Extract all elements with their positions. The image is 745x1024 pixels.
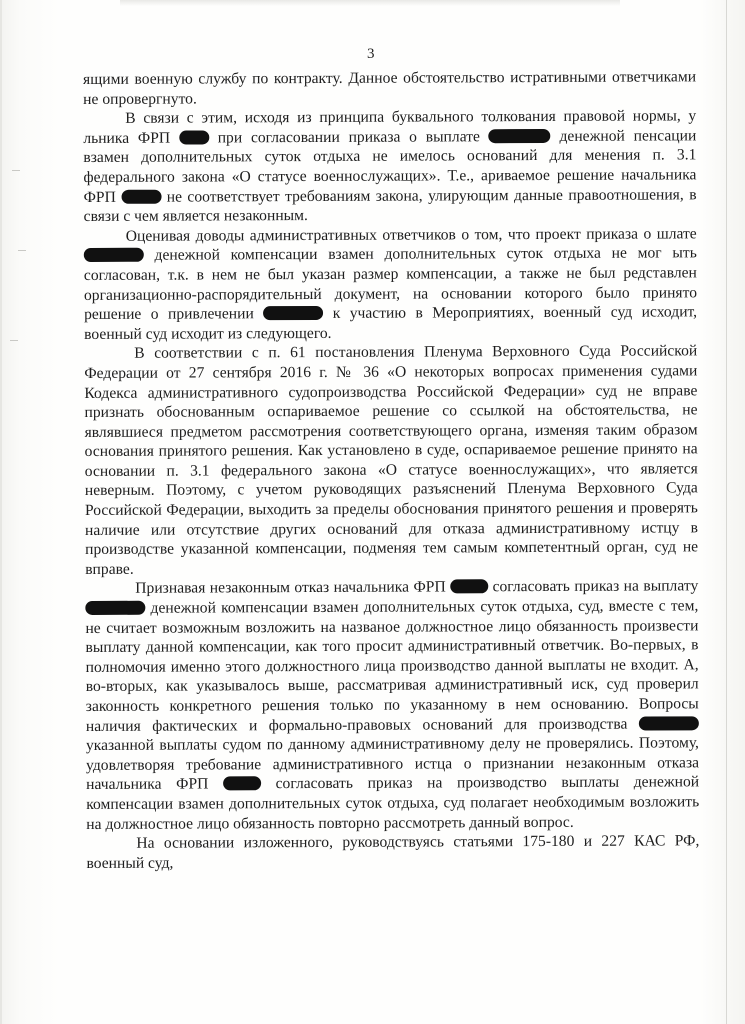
text-run: В связи с этим, исходя из принципа буквального толкования правовой нормы, у льника ФРП	[83, 107, 697, 147]
document-body	[83, 67, 699, 873]
paragraph	[83, 107, 697, 227]
scan-shadow	[120, 0, 620, 6]
paragraph	[85, 577, 699, 834]
text-run: Признавая незаконным отказ начальника ФРП	[135, 578, 451, 598]
text-run: ящими военную службу по контракту. Данное обстоятельство истративными ответчиками не опровергнуто.	[83, 68, 697, 108]
paragraph	[84, 342, 698, 580]
margin-bleed-marks	[8, 130, 38, 430]
redaction-mark	[450, 580, 488, 594]
redaction-mark	[179, 130, 209, 144]
redaction-mark	[639, 716, 699, 730]
text-run: при согласовании приказа о выплате	[208, 128, 489, 147]
text-run: согласовать приказ на производство выплаты денежной компенсации взамен дополнительных суток отдыха, суд полагает необходимым возложить на должностное лицо обязанность повторно рассмотреть данный вопрос.	[86, 773, 700, 833]
text-run: В соответствии с п. 61 постановления Пленума Верховного Суда Российской Федерации от 27 сентября 2016 г. № 36 «О некоторых вопросах применения судами Кодекса административного судопроизводства Российской Федерации» суд не вправе признать обоснованным оспариваемое решение со ссылкой на обстоятельства, не являвшиеся предметом рассмотрения соответствующего органа, изменяя таким образом основания принятого решения. Как установлено в суде, оспариваемое решение принято на основании п. 3.1 федерального закона «О статусе военнослужащих», что является неверным. Поэтому, с учетом руководящих разъяснений Пленума Верховного Суда Российской Федерации, выходить за пределы обоснования принятого решения и проверять наличие или отсутствие других оснований для отказа административному истцу в производстве указанной компенсации, подменяя тем самым компетентный орган, суд не вправе.	[84, 342, 699, 578]
paragraph	[83, 67, 696, 109]
redaction-mark	[489, 129, 551, 143]
text-run: указанной выплаты судом по данному административному делу не проверялись. Поэтому, удовлетворяя требование административного истца о признании незаконным отказа начальника ФРП	[85, 734, 700, 794]
text-run: денежной компенсации взамен дополнительных суток отдыха, суд, вместе с тем, не считает возможным возложить на названое должностное лицо обязанность произвести выплату данной компенсации, как того просит административный ответчик. Во-первых, в полномочия именно этого должностного лица производство данной выплаты не входит. А, во-вторых, как указывалось выше, рассматривая административный иск, суд проверил законность конкретного решения только по указанному в нем основанию. Вопросы наличия фактических и формально-правовых оснований для производства	[85, 597, 699, 735]
text-run: не соответствует требованиям закона, улирующим данные правоотношения, в связи с чем является незаконным.	[83, 185, 697, 226]
redaction-mark	[223, 777, 261, 791]
paragraph	[84, 224, 698, 344]
page-right-edge	[726, 0, 727, 1024]
redaction-mark	[84, 248, 144, 262]
page-left-edge	[0, 0, 2, 1024]
text-run: денежной компенсации взамен дополнительных суток отдыха не мог ыть согласован, т.к. в нем не был указан размер компенсации, а также не был редставлен организационно-распорядительный документ, на основании которого было принято решение о привлечении	[83, 244, 698, 324]
redaction-mark	[121, 189, 161, 203]
text-run: согласовать приказ на выплату	[488, 577, 699, 596]
text-run: На основании изложенного, руководствуясь статьями 175-180 и 227 КАС РФ, военный суд,	[86, 832, 700, 872]
redaction-mark	[263, 306, 323, 320]
paragraph	[86, 831, 699, 873]
page-number: 3	[367, 46, 375, 62]
text-run: Оценивая доводы административных ответчиков о том, что проект приказа о шлате	[125, 225, 697, 245]
text-run: к участию в Мероприятиях, военный суд исходит, военный суд исходит из следующего.	[84, 303, 698, 343]
text-run: денежной пенсации взамен дополнительных суток отдыха не имелось оснований для менения п. 3.1 федерального закона «О статусе военнослужащих». Т.е., ариваемое решение начальника ФРП	[83, 127, 697, 206]
redaction-mark	[85, 601, 145, 615]
